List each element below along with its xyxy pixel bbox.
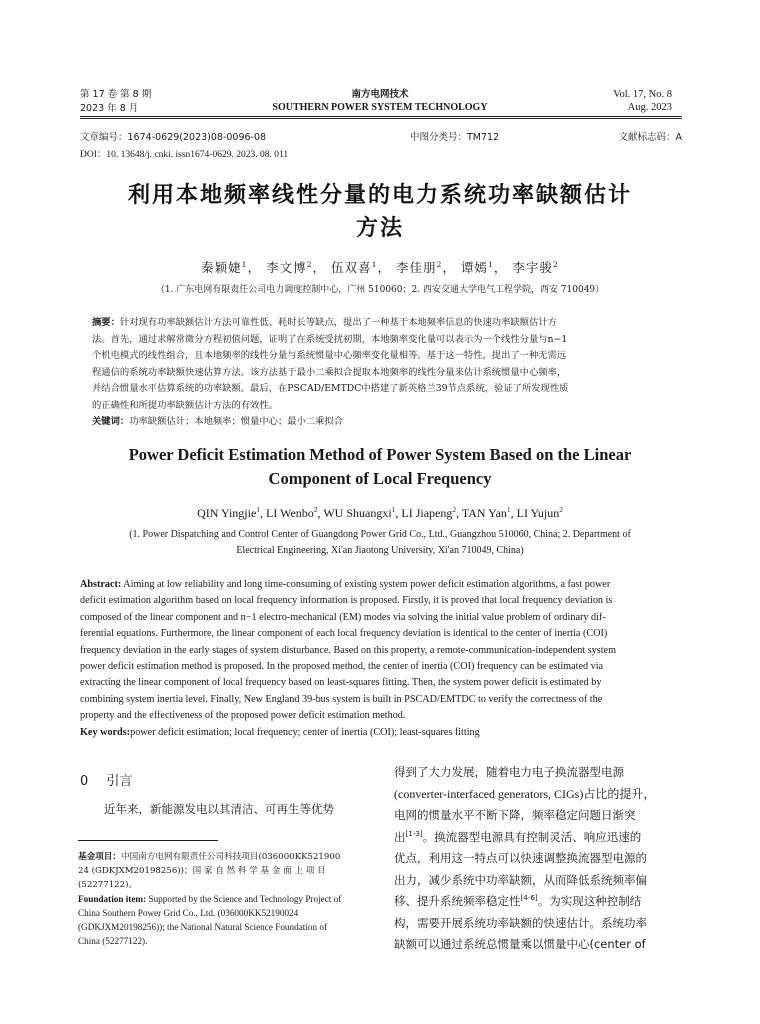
- keywords-cn: 关键词：功率缺额估计；本地频率；惯量中心；最小二乘拟合: [92, 416, 344, 427]
- footnote-rule: [78, 840, 218, 841]
- header-rule-top: [80, 116, 682, 117]
- section-number: 0: [80, 774, 89, 789]
- footnote-en-line: China Southern Power Grid Co., Ltd. (036000KK52190024: [78, 908, 299, 918]
- affiliation-cn: （1. 广东电网有限责任公司电力调度控制中心，广州 510060；2. 西安交通大学电气工程学院，西安 710049）: [155, 285, 605, 295]
- abstract-cn-label: 摘要：: [92, 317, 120, 328]
- footnote-en-label: Foundation item:: [78, 894, 147, 904]
- header-journal-en: SOUTHERN POWER SYSTEM TECHNOLOGY: [272, 102, 488, 113]
- affiliation-en: [80, 527, 680, 559]
- footnote-funding: [78, 850, 370, 948]
- abstract-en-line: extracting the linear component of local frequency based on least-squares fitting. Then, the system power deficit is estimated by: [80, 677, 602, 689]
- abstract-en-label: Abstract:: [80, 579, 122, 590]
- intro-right-column: [394, 762, 684, 956]
- abstract-en-line: frequency deviation in the early stages of system disturbance. Based on this property, a remote-communication-independent system: [80, 644, 617, 656]
- footnote-en-line: (GDKJXM20198256)); the National Natural Science Foundation of: [78, 922, 328, 932]
- abstract-cn-line: 摘要：针对现有功率缺额估计方法可靠性低、耗时长等缺点，提出了一种基于本地频率信息的快速功率缺额估计方: [92, 317, 557, 328]
- document-code: 文献标志码：A: [618, 132, 682, 143]
- affiliation-en-line: Electrical Engineering, Xi'an Jiaotong University, Xi'an 710049, China): [236, 545, 524, 556]
- abstract-cn-line: 的正确性和所提功率缺额估计方法的有效性。: [92, 399, 278, 411]
- section-title: 引言: [106, 774, 133, 789]
- intro-right-line: 移、提升系统频率稳定性[4-6]。为实现这种控制结: [394, 893, 642, 908]
- abstract-en-line: property and the effectiveness of the proposed power deficit estimation method.: [80, 710, 406, 722]
- authors-en: [0, 506, 760, 521]
- author-en: LI Jiapeng$^2$,: [401, 505, 462, 520]
- abstract-cn-line: 个机电模式的线性组合，且本地频率的线性分量与系统惯量中心频率变化量相等。基于这一特性，提出了一种无需远: [92, 350, 567, 361]
- affiliation-en-line: (1. Power Dispatching and Control Center of Guangdong Power Grid Co., Ltd., Guangzhou 510060, China; 2. Department of: [129, 529, 631, 540]
- footnote-cn-line: 24 (GDKJXM20198256))；国 家 自 然 科 学 基 金 面 上 项 目: [78, 866, 326, 876]
- header-rule-bottom: [80, 118, 682, 119]
- author-cn: 伍双喜$^1$，: [331, 259, 392, 275]
- intro-right-line: 出力，减少系统中功率缺额，从而降低系统频率偏: [394, 872, 647, 887]
- doi: DOI：10. 13648/j. cnki. issn1674-0629. 2023. 08. 011: [80, 150, 289, 160]
- article-number: 文章编号：1674-0629(2023)08-0096-08: [80, 132, 267, 143]
- header-date-cn: 2023 年 8 月: [80, 103, 139, 114]
- intro-right-line: (converter-interfaced generators, CIGs)占比的提升，: [394, 786, 656, 801]
- author-cn: 秦颖婕$^1$，: [201, 259, 262, 275]
- intro-right-line: 电网的惯量水平不断下降，频率稳定问题日渐突: [394, 808, 636, 822]
- keywords-cn-label: 关键词：: [92, 416, 130, 427]
- authors-cn: [0, 258, 760, 276]
- abstract-en-line: Abstract: Aiming at low reliability and long time-consuming of existing system power deficit estimation algorithms, a fast power: [80, 579, 611, 590]
- intro-right-line: 出[1-3]。换流器型电源具有控制灵活、响应迅速的: [394, 828, 642, 844]
- intro-right-line: 构，需要开展系统功率缺额的快速估计。系统功率: [394, 915, 647, 930]
- title-cn-line2: 方法: [355, 216, 404, 241]
- author-en: QIN Yingjie$^1$,: [197, 505, 266, 520]
- keywords-en: Key words:power deficit estimation; local frequency; center of inertia (COI); least-squares fitting: [80, 726, 480, 738]
- header-volume-issue-en: Vol. 17, No. 8: [613, 89, 672, 100]
- author-en: LI Yujun$^2$: [516, 505, 563, 520]
- author-cn: 谭嫣$^1$，: [460, 259, 508, 275]
- citation[interactable]: [4-6]: [520, 893, 538, 903]
- section-heading: [80, 770, 132, 789]
- intro-right-line: 得到了大力发展，随着电力电子换流器型电源: [394, 765, 624, 779]
- footnote-cn-label: 基金项目：: [78, 852, 121, 862]
- footnote-en-line: China (52277122).: [78, 936, 148, 946]
- abstract-cn-line: 法。首先，通过求解常微分方程初值问题，证明了在系统受扰初期，本地频率变化量可以表示为一个线性分量与n−1: [92, 333, 568, 345]
- keywords-en-label: Key words:: [80, 726, 131, 738]
- author-en: LI Wenbo$^2$,: [266, 505, 324, 520]
- citation[interactable]: [1-3]: [405, 828, 423, 838]
- author-cn: 李佳朋$^2$，: [396, 259, 456, 275]
- abstract-en-line: power deficit estimation method is proposed. In the proposed method, the center of inertia (COI) frequency can be estimated via: [80, 661, 604, 673]
- abstract-en-line: combining system inertia level. Finally, New England 39-bus system is built in PSCAD/EMTDC to verify the correctness of the: [80, 693, 603, 705]
- abstract-cn-line: 并结合惯量水平估算系统的功率缺额。最后，在PSCAD/EMTDC中搭建了新英格兰39节点系统，验证了所发现性质: [92, 383, 569, 394]
- intro-left-paragraph: 近年来，新能源发电以其清洁、可再生等优势: [104, 802, 334, 816]
- abstract-cn: [92, 315, 672, 431]
- title-en-line1: Power Deficit Estimation Method of Power System Based on the Linear: [128, 445, 632, 464]
- abstract-en-line: ferential equations. Furthermore, the linear component of each local frequency deviation is identical to the center of inertia (COI): [80, 628, 608, 640]
- author-cn: 李宇骏$^2$: [512, 259, 559, 275]
- intro-right-line: 缺额可以通过系统总惯量乘以惯量中心(center of: [394, 937, 646, 951]
- footnote-cn-line: 基金项目：中国南方电网有限责任公司科技项目(036000KK521900: [78, 852, 341, 862]
- author-en: WU Shuangxi$^1$,: [323, 505, 402, 520]
- footnote-en-line: Foundation item: Supported by the Science and Technology Project of: [78, 894, 342, 904]
- title-cn-line1: 利用本地频率线性分量的电力系统功率缺额估计: [127, 183, 632, 208]
- footnote-cn-line: (52277122)。: [78, 880, 138, 890]
- intro-right-line: 优点，利用这一特点可以快速调整换流器型电源的: [394, 851, 647, 865]
- clc-number: 中图分类号：TM712: [410, 132, 500, 143]
- abstract-cn-line: 程通信的系统功率缺额快速估算方法。该方法基于最小二乘拟合提取本地频率的线性分量来估计系统惯量中心频率，: [92, 366, 567, 378]
- title-en-line2: Component of Local Frequency: [268, 469, 492, 488]
- abstract-en-line: deficit estimation algorithm based on local frequency information is proposed. Firstly, it is proved that local frequency deviation is: [80, 595, 613, 607]
- abstract-en-line: composed of the linear component and n−1 electro-mechanical (EM) modes via solving the initial value problem of ordinary dif-: [80, 611, 606, 623]
- header-volume-issue-cn: 第 17 卷 第 8 期: [80, 89, 152, 100]
- author-en: TAN Yan$^1$,: [461, 505, 517, 520]
- abstract-en: [80, 577, 682, 741]
- author-cn: 李文博$^2$，: [266, 259, 327, 275]
- header-journal-cn: 南方电网技术: [351, 89, 409, 100]
- header-date-en: Aug. 2023: [627, 102, 672, 113]
